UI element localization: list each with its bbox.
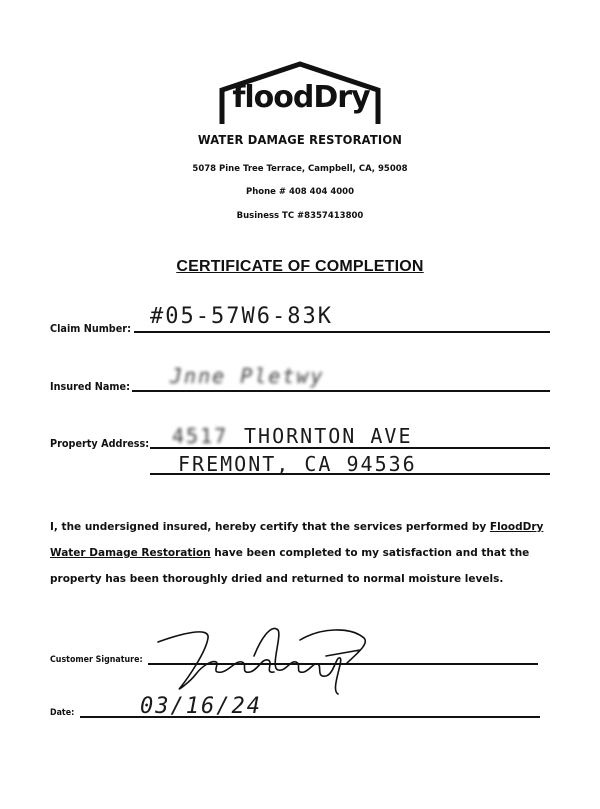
property-city-state-zip: FREMONT, CA 94536 (178, 452, 417, 476)
logo-wordmark: floodDry (232, 80, 370, 115)
statement-text-1: I, the undersigned insured, hereby certify that the services performed by (50, 521, 490, 533)
date-label: Date: (50, 708, 75, 718)
property-street-name: THORNTON AVE (244, 424, 413, 448)
company-phone: Phone # 408 404 4000 (245, 187, 355, 197)
company-business-tc: Business TC #8357413800 (236, 211, 364, 221)
property-address-label: Property Address: (50, 437, 150, 450)
customer-signature-image (150, 616, 380, 696)
claim-number-value: #05-57W6-83K (150, 304, 333, 329)
company-tagline: WATER DAMAGE RESTORATION (197, 132, 403, 147)
customer-signature-label: Customer Signature: (50, 655, 143, 665)
certification-statement (50, 514, 550, 592)
insured-name-line (132, 390, 550, 392)
document-title: CERTIFICATE OF COMPLETION (176, 258, 424, 275)
date-value: 03/16/24 (140, 694, 262, 719)
property-street-number: 4517 (172, 424, 229, 448)
statement-text-2: have been completed to my satisfaction and that the property has been thoroughly dried and returned to normal moisture levels. (50, 547, 530, 585)
insured-name-value: Jnne Pletwy (170, 364, 325, 388)
company-address: 5078 Pine Tree Terrace, Campbell, CA, 95008 (192, 164, 408, 174)
claim-number-line (134, 331, 550, 333)
statement-company-name: FloodDry Water Damage Restoration (50, 521, 544, 559)
insured-name-label: Insured Name: (50, 380, 130, 393)
claim-number-label: Claim Number: (50, 322, 131, 335)
